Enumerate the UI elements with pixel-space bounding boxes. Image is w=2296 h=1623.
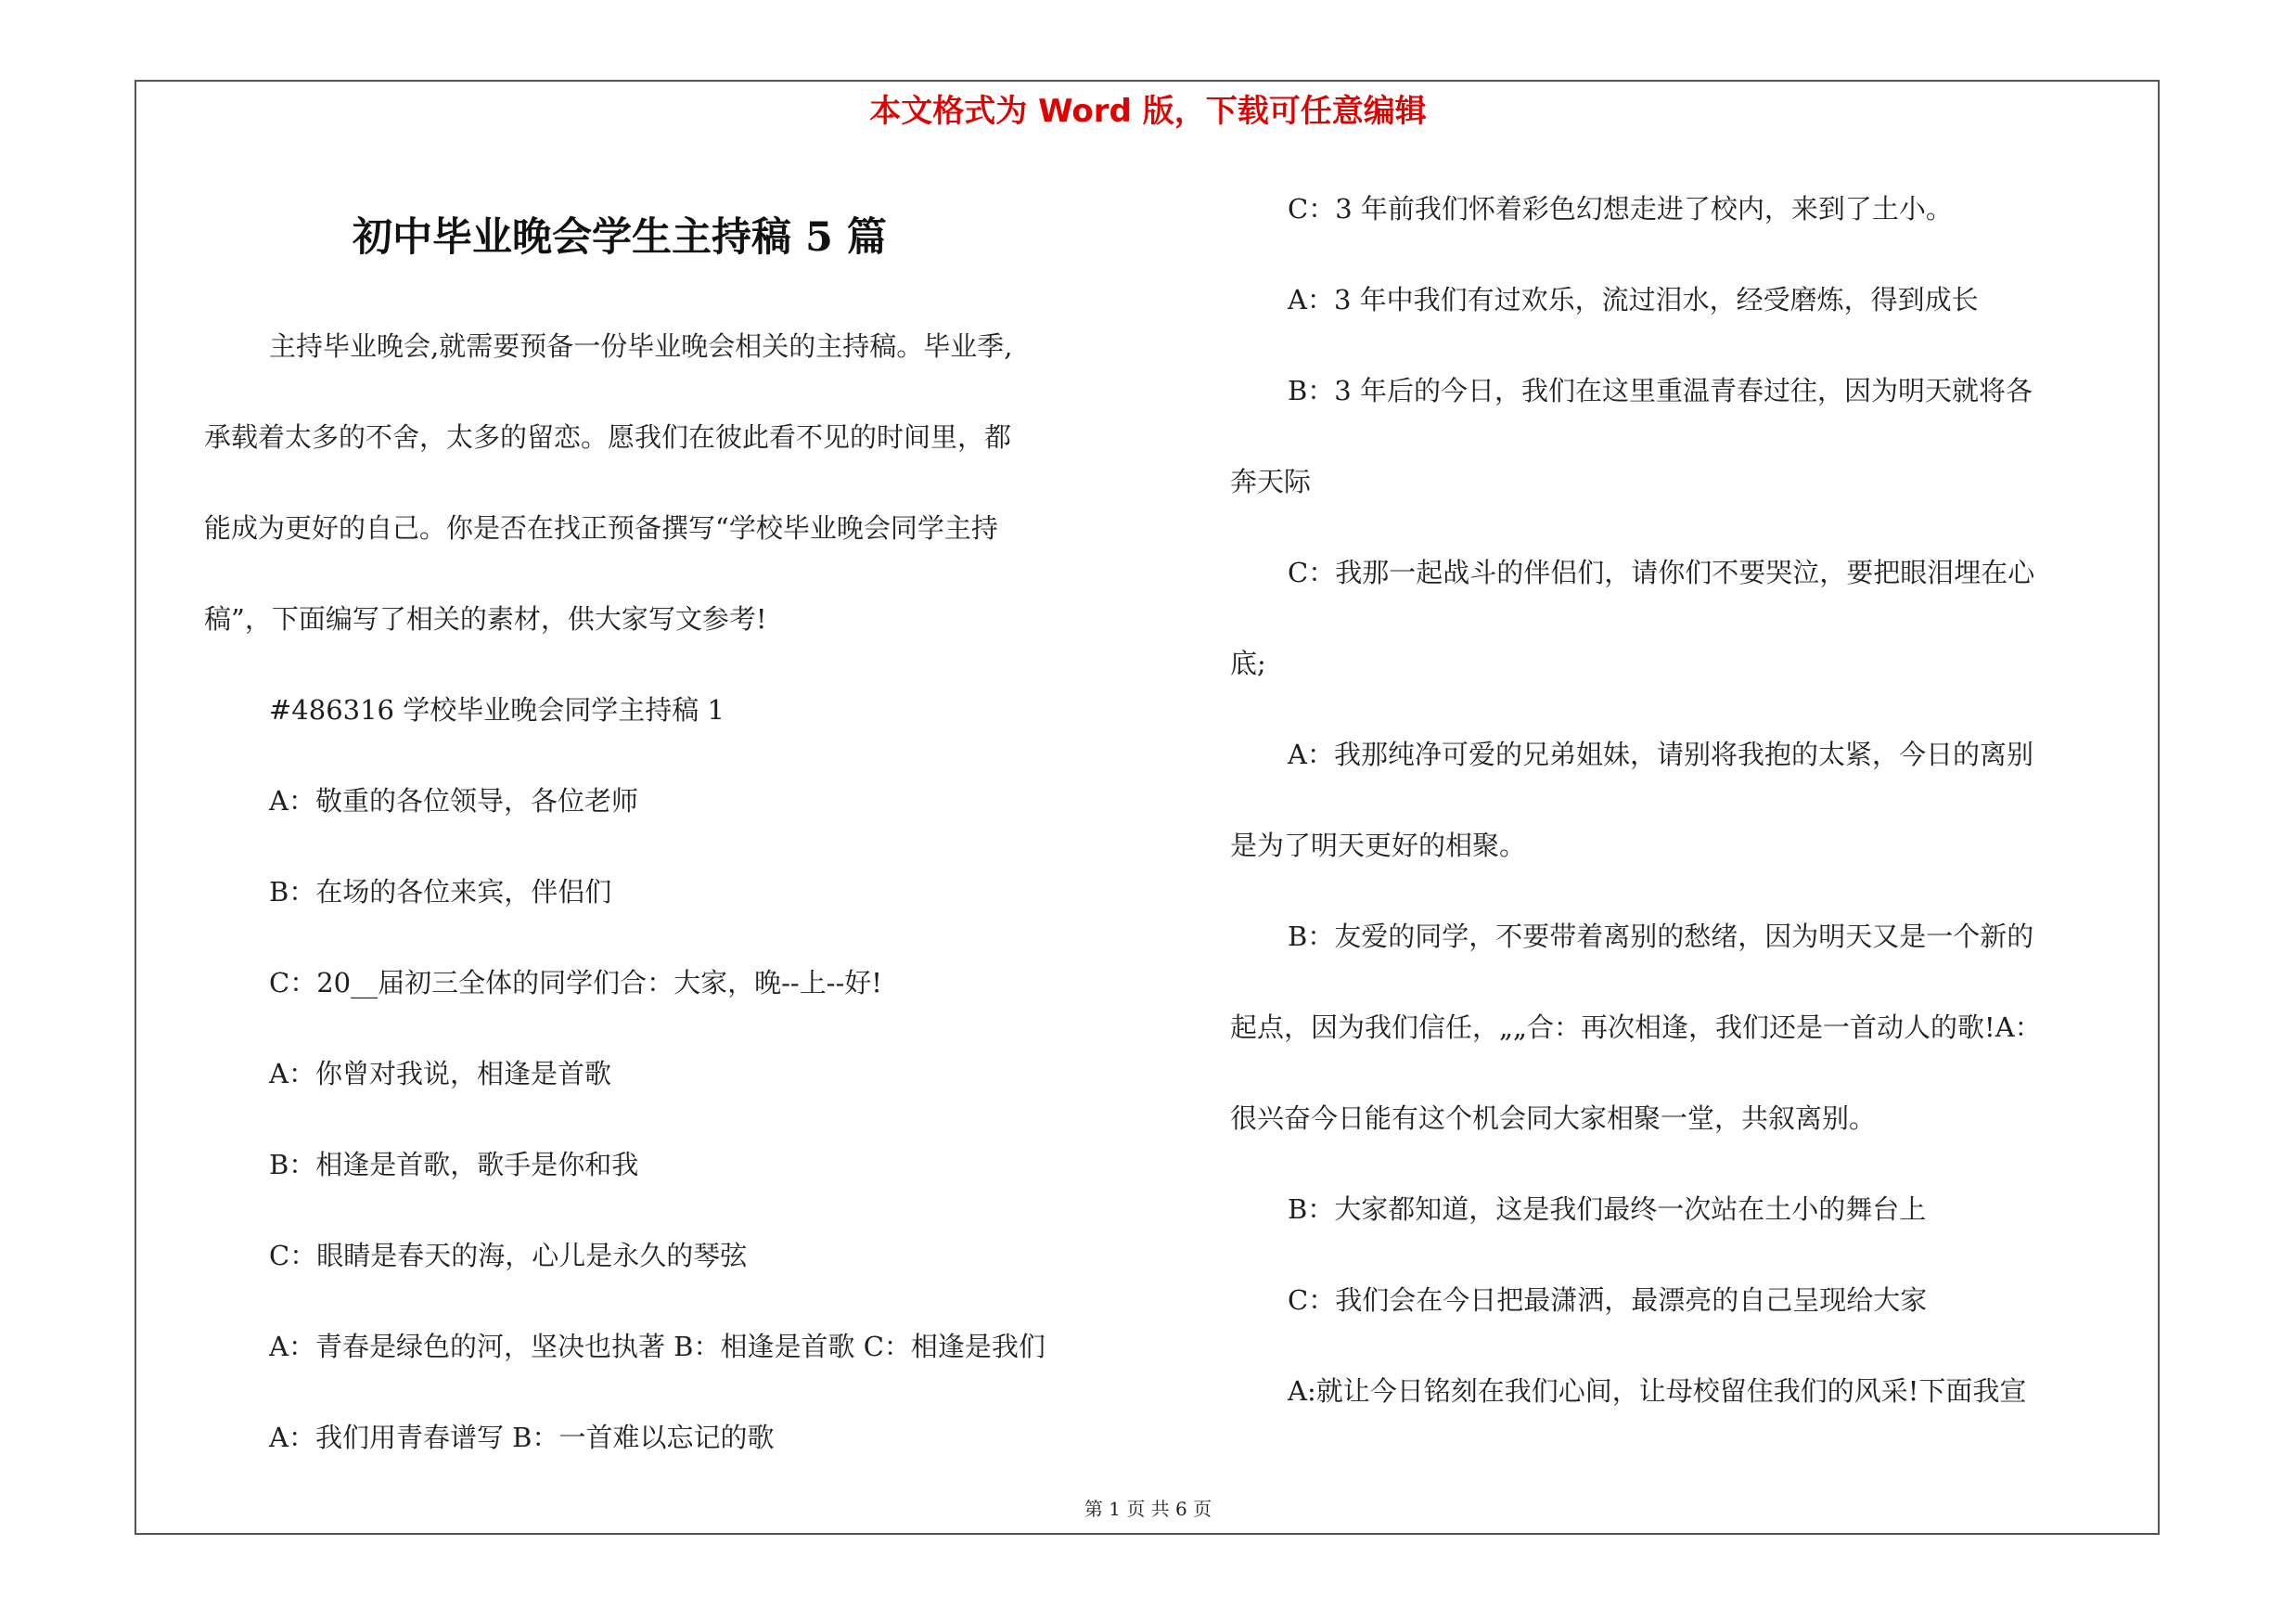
page-number-footer: 第 1 页 共 6 页: [1084, 1498, 1212, 1520]
left-line: A：我们用青春谱写 B：一首难以忘记的歌: [269, 1422, 775, 1453]
right-line: 底;: [1230, 648, 1266, 679]
right-line: 是为了明天更好的相聚。: [1230, 830, 1527, 861]
right-line: C：我那一起战斗的伴侣们，请你们不要哭泣，要把眼泪埋在心: [1288, 557, 2035, 588]
left-line: 主持毕业晚会,就需要预备一份毕业晚会相关的主持稿。毕业季,: [269, 330, 1013, 362]
left-line: 能成为更好的自己。你是否在找正预备撰写“学校毕业晚会同学主持: [204, 512, 998, 544]
left-line: 承载着太多的不舍，太多的留恋。愿我们在彼此看不见的时间里，都: [204, 421, 1012, 453]
word-format-banner: 本文格式为 Word 版，下载可任意编辑: [869, 93, 1427, 130]
right-line: A:就让今日铭刻在我们心间，让母校留住我们的风采!下面我宣: [1288, 1375, 2027, 1407]
left-line: A：敬重的各位领导，各位老师: [269, 785, 638, 817]
right-line: B：友爱的同学，不要带着离别的愁绪，因为明天又是一个新的: [1288, 921, 2034, 952]
left-line: #486316 学校毕业晚会同学主持稿 1: [269, 694, 725, 726]
right-line: A：我那纯净可爱的兄弟姐妹，请别将我抱的太紧，今日的离别: [1288, 739, 2033, 770]
right-line: C：3 年前我们怀着彩色幻想走进了校内，来到了土小。: [1288, 193, 1953, 225]
left-line: B：相逢是首歌，歌手是你和我: [269, 1149, 639, 1180]
left-line: 稿”，下面编写了相关的素材，供大家写文参考!: [204, 603, 767, 635]
right-line: B：3 年后的今日，我们在这里重温青春过往，因为明天就将各: [1288, 375, 2033, 406]
left-line: C：眼睛是春天的海，心儿是永久的琴弦: [269, 1240, 748, 1271]
right-line: B：大家都知道，这是我们最终一次站在土小的舞台上: [1288, 1193, 1927, 1225]
right-line: 奔天际: [1230, 466, 1312, 497]
right-line: 起点，因为我们信任，„„合：再次相逢，我们还是一首动人的歌!A：: [1230, 1011, 2042, 1043]
left-line: A：青春是绿色的河，坚决也执著 B：相逢是首歌 C：相逢是我们: [269, 1331, 1045, 1362]
left-line: C：20__届初三全体的同学们合：大家，晚--上--好!: [269, 967, 882, 998]
right-line: 很兴奋今日能有这个机会同大家相聚一堂，共叙离别。: [1230, 1102, 1877, 1134]
document-title: 初中毕业晚会学生主持稿 5 篇: [353, 214, 887, 261]
right-line: A：3 年中我们有过欢乐，流过泪水，经受磨炼，得到成长: [1288, 284, 1979, 316]
right-line: C：我们会在今日把最潇洒，最漂亮的自己呈现给大家: [1288, 1284, 1928, 1316]
left-line: B：在场的各位来宾，伴侣们: [269, 876, 612, 908]
left-line: A：你曾对我说，相逢是首歌: [269, 1058, 611, 1089]
